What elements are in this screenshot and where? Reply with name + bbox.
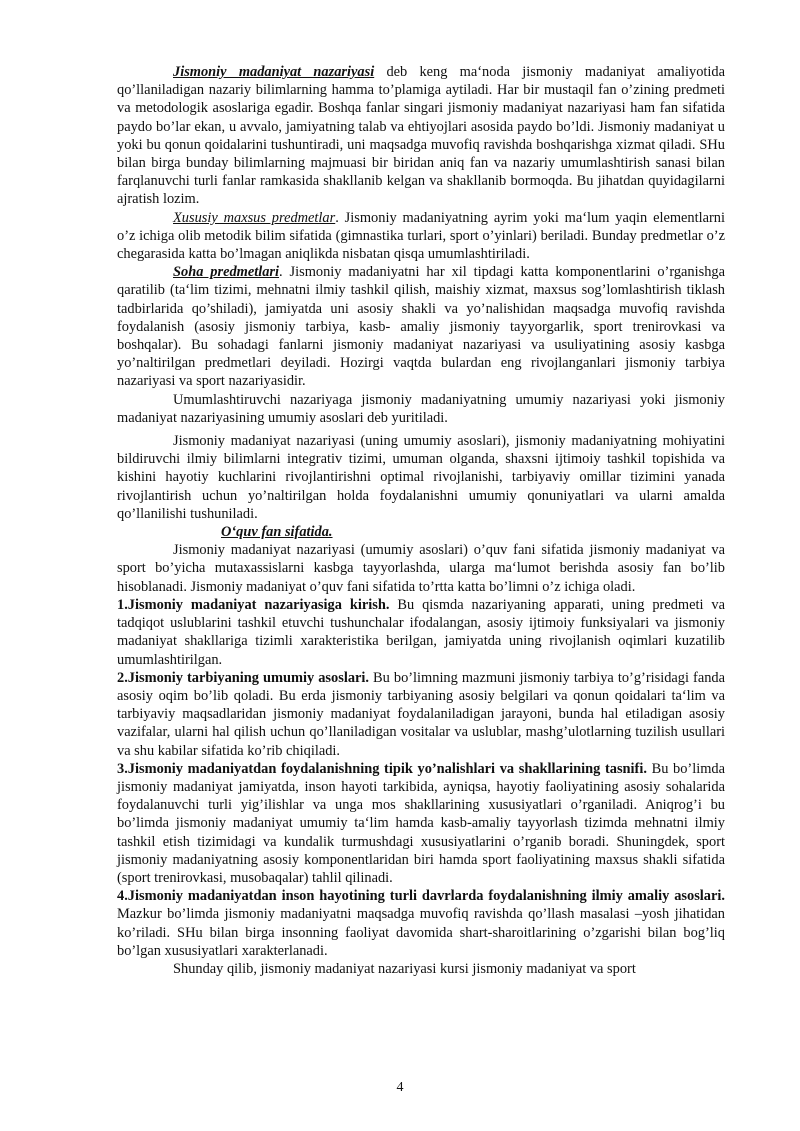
heading-oquv-fan — [117, 523, 725, 541]
document-page — [117, 63, 725, 978]
page-number: 4 — [396, 1080, 404, 1095]
paragraph-text: . Jismoniy madaniyatni har xil tipdagi katta komponentlarini o’rganishga qaratilib (ta‘lim tizimi, mehnatni ilmiy tashkil qilish, maishiy xizmat, maxsus sog’lomlashtirish tiklash tadbirlarida qo’shiladi), jamiyatda uni asosiy shakli va yo’nalishidan maqsadga muvofiq ravishda foydalanish (asosiy jismoniy tarbiya, kasb- amaliy jismoniy tayyorgarlik, sport trenirovkasi va boshqalar). Bu sohadagi fanlarni jismoniy madaniyat nazariyasi va usuliyatining asosiy kasbga yo’naltirilgan predmetlari deyiladi. Hozirgi vaqtda bulardan eng rivojlanganlari jismoniy tarbiya nazariyasi va sport nazariyasidir. — [117, 264, 726, 390]
paragraph-text: . Jismoniy madaniyatning ayrim yoki ma‘lum yaqin elementlarni o’z ichiga olib metodik bilim sifatida (gimnastika turlari, sport o’yinlari) beriladi. Bunday predmetlar o’z chegarasida katta bo’lmagan aniqlikda nisbatan qisqa umumlashtiriladi. — [117, 209, 725, 263]
section-4-text: Mazkur bo’limda jismoniy madaniyatni maqsadga muvofiq ravishda qo’llash masalasi –yosh jihatidan ko’riladi. SHu bilan birga insonning faoliyat davomida shart-sharoitlarining o’zgarishi bilan bog’liq bo’lgan xususiyatlari xarakterlanadi. — [117, 906, 725, 959]
section-2 — [117, 669, 725, 760]
section-1-title: 1.Jismoniy madaniyat nazariyasiga kirish. — [117, 596, 390, 613]
section-3 — [117, 760, 725, 887]
paragraph-intro — [117, 63, 725, 209]
paragraph-xususiy — [117, 209, 725, 264]
paragraph-oquv-fan: Jismoniy madaniyat nazariyasi (umumiy asoslari) o’quv fani sifatida jismoniy madaniyat va sport bo’yicha mutaxassislarni kasbga tayyorlashda, ularga ma‘lumot berishda asosiy fan bo’lib hisoblanadi. Jismoniy madaniyat o’quv fani sifatida to’rtta katta bo’limni o’z ichiga oladi. — [117, 542, 725, 595]
section-3-text: Bu bo’limda jismoniy madaniyat jamiyatda, inson hayoti tarkibida, ayniqsa, hayotiy faoliyatining asosiy sohalarida foydalanuvchi turli yig’ilishlar va unga mos shakllarining xususiyatlari o’rganiladi. Aniqrog’i bu bo’limda jismoniy madaniyat umumiy ta‘lim hamda kasb-amaliy tayyorlash tizimda mehnatni ilmiy tashkil etish tizimidagi va kundalik turmushdagi xususiyatlarini o’rganib boradi. Shuningdek, sport jismoniy madaniyatning asosiy komponentlaridan biri hamda sport faoliyatining maxsus shakli sifatida (sport trenirovkasi, musobaqalar) tahlil qilinadi. — [117, 760, 725, 886]
term-soha-predmetlari: Soha predmetlari — [173, 264, 280, 281]
section-4-title: 4.Jismoniy madaniyatdan inson hayotining turli davrlarda foydalanishning ilmiy amaliy asoslari. — [117, 888, 725, 905]
paragraph-umumlashtiruvchi: Umumlashtiruvchi nazariyaga jismoniy madaniyatning umumiy nazariyasi yoki jismoniy madaniyat nazariyasining umumiy asoslari deb yuritiladi. — [117, 391, 725, 426]
paragraph-soha — [117, 263, 725, 390]
paragraph-text: deb keng ma‘noda jismoniy madaniyat amaliyotida qo’llaniladigan nazariy bilimlarning hamma to’plamiga aytiladi. Har bir mustaqil fan o’zining predmeti va metodologik asoslariga egadir. Boshqa fanlar singari jismoniy madaniyat nazariyasi ham fan sifatida paydo bo’lar ekan, u avvalo, jamiyatning talab va ehtiyojlari asosida paydo bo’ldi. Jismoniy madaniyat u yoki bu qonun qoidalarini tushuntiradi, uni maqsadga muvofiq ravishda boshqarishga xizmat qiladi. SHu bilan birga bunday bilimlarning majmuasi bir biridan aniq fan va nazariy umumlashtirish sanasi bilan farqlanuvchi turli fanlar ramkasida shakllanib kelgan va shakllanib bormoqda. Bu jihatdan quyidagilarni ajratish lozim. — [117, 64, 725, 208]
section-heading: O‘quv fan sifatida. — [221, 524, 333, 541]
section-4 — [117, 887, 725, 960]
section-2-title: 2.Jismoniy tarbiyaning umumiy asoslari. — [117, 669, 369, 686]
section-3-title: 3.Jismoniy madaniyatdan foydalanishning tipik yo’nalishlari va shakllarining tasnifi. — [117, 760, 647, 777]
section-2-text: Bu bo’limning mazmuni jismoniy tarbiya to’g’risidagi fanda asosiy oqim bo’lib qoladi. Bu erda jismoniy tarbiyaning asosiy belgilari va qonun qoidalari ta‘lim va tarbiyaviy maqsadlaridan jismoniy madaniyat foydalaniladigan jarayoni, bunda hal etiladigan asosiy vazifalar, ularni hal qilish uchun qo’llaniladigan vositalar va uslublar, mashg’ulotlarning tuzilish usullari va shu kabilar sifatida ko’rib chiqiladi. — [117, 669, 725, 759]
term-jismoniy-madaniyat-nazariyasi: Jismoniy madaniyat nazariyasi — [173, 64, 375, 80]
paragraph-conclusion: Shunday qilib, jismoniy madaniyat nazariyasi kursi jismoniy madaniyat va sport — [173, 960, 636, 977]
section-1-text: Bu qismda nazariyaning apparati, uning predmeti va tadqiqot uslublarini tashkil etuvchi tushunchalar ifodalangan, asosiy ijtimoiy funksiyalari va jismoniy madaniyat shakllariga tizimli xarakteristika berilgan, jamiyatda uning rivojlanish oqimlari kuzatilib umumlashtirilgan. — [117, 596, 725, 668]
paragraph-umumiy-asoslari: Jismoniy madaniyat nazariyasi (uning umumiy asoslari), jismoniy madaniyatning mohiyatini bildiruvchi ilmiy bilimlarni integrativ tizimi, umuman olganda, shaxsni ijtimoiy tashkil topishida va kishini hayotiy kuchlarini rivojlantirishni optimal rivojlanishi, tarbiyaviy omillar tizimini yanada rivojlantirish uchun yo’naltirilgan holda foydalanishni umumiy qonuniyatlari va ularni amalda qo’llanilishi tushuniladi. — [117, 433, 725, 522]
section-1 — [117, 596, 725, 669]
term-xususiy-maxsus-predmetlar: Xususiy maxsus predmetlar — [173, 209, 336, 226]
